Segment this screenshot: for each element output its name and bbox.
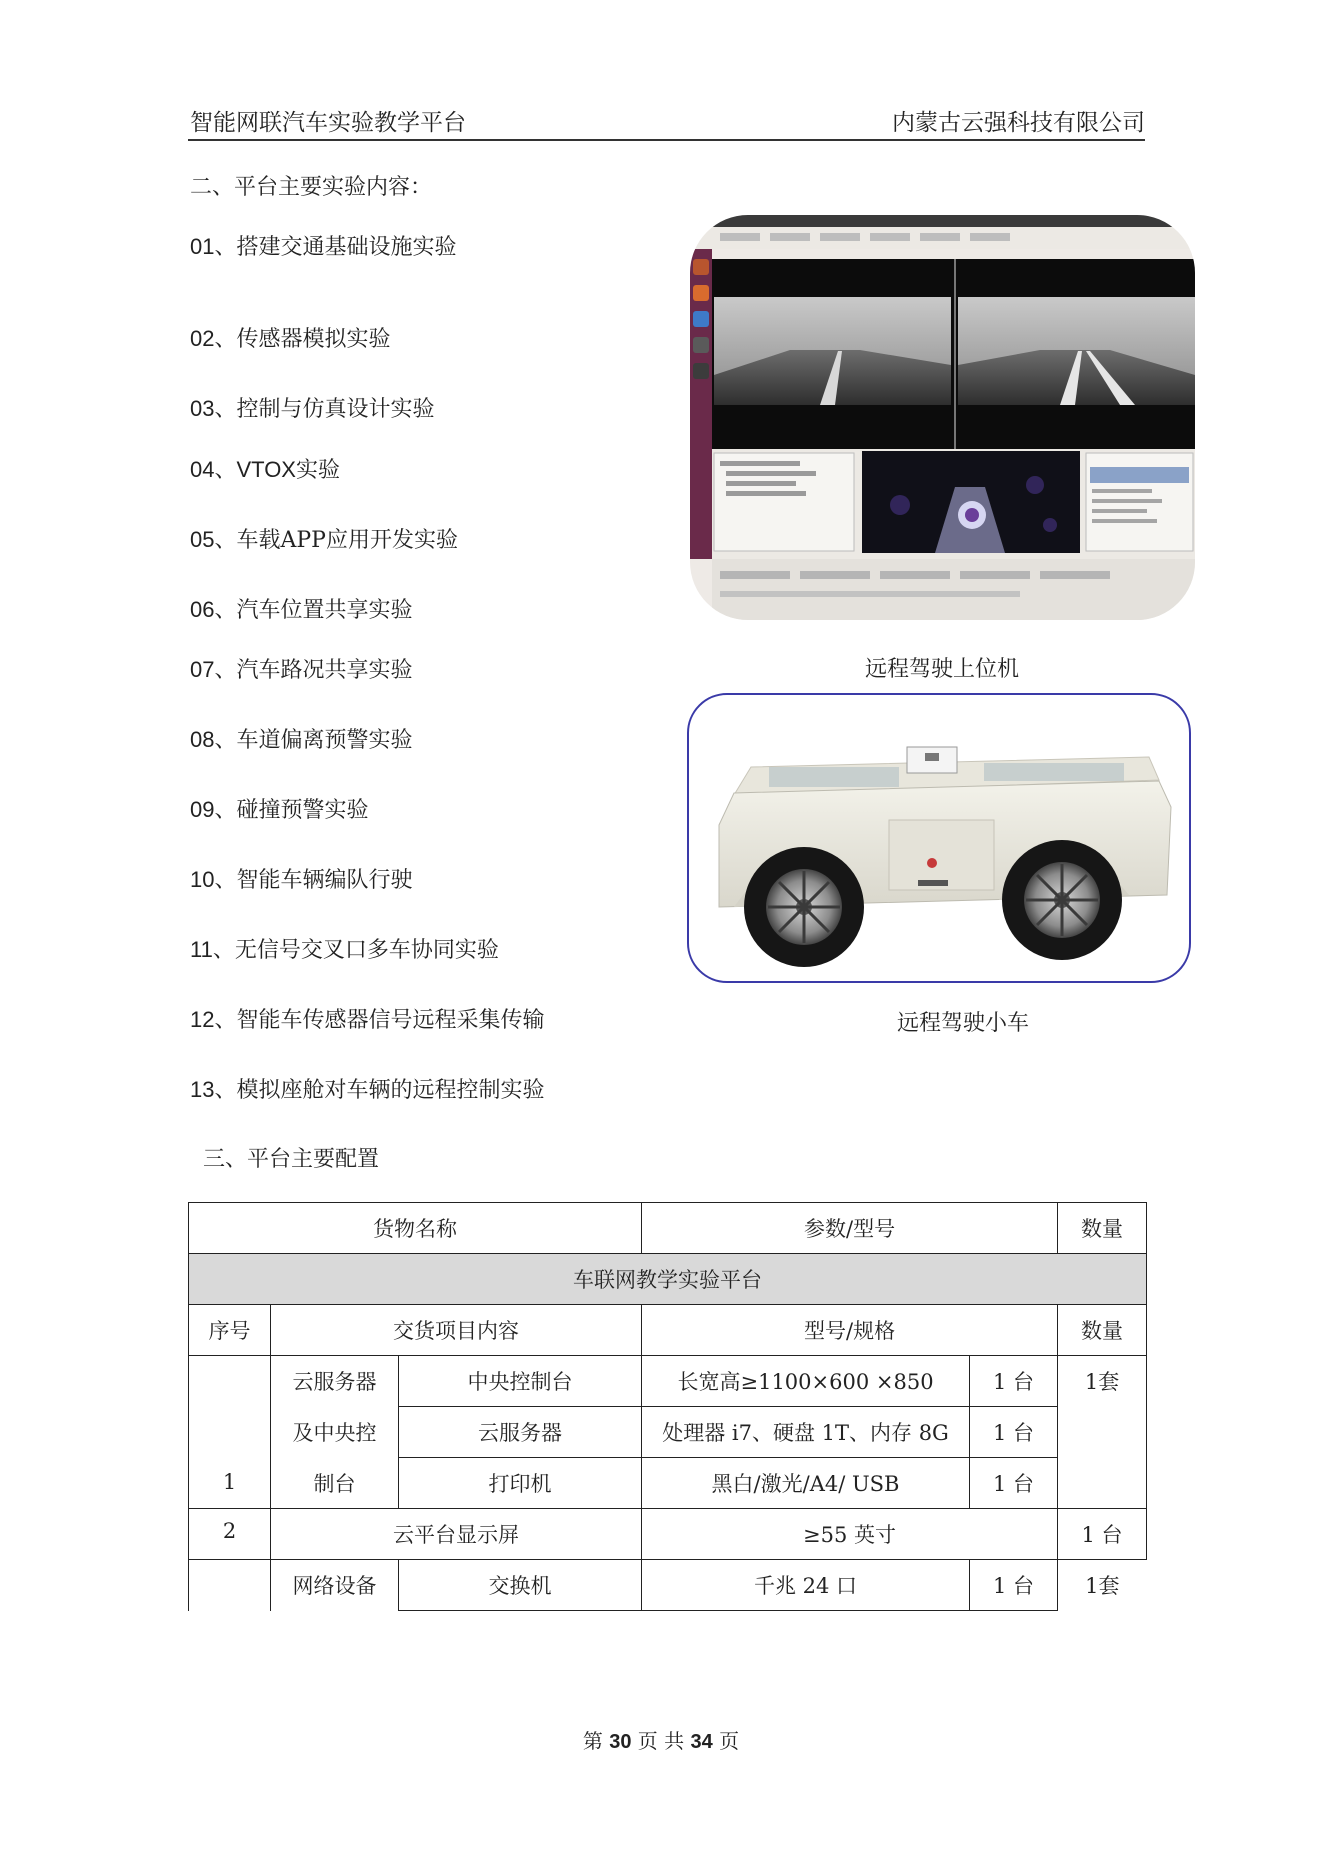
row1-seq: 1 <box>189 1356 271 1509</box>
experiment-item: 03、控制与仿真设计实验 <box>190 396 435 422</box>
row3-qty: 1套 <box>1058 1560 1147 1611</box>
row1-group-line: 及中央控 <box>271 1407 399 1458</box>
row1-group-qty: 1套 <box>1058 1356 1147 1509</box>
section2-heading: 二、平台主要实验内容： <box>190 175 433 200</box>
experiment-item: 07、汽车路况共享实验 <box>190 657 413 683</box>
row2-seq: 2 <box>189 1509 271 1560</box>
col-header-name: 货物名称 <box>189 1203 642 1254</box>
header-divider <box>188 139 1145 141</box>
row3-group: 网络设备 <box>271 1560 399 1611</box>
header-title-left: 智能网联汽车实验教学平台 <box>190 110 466 136</box>
row1-group-line: 云服务器 <box>271 1356 399 1407</box>
row1-unit: 1 台 <box>970 1407 1058 1458</box>
config-table <box>188 1202 1147 1611</box>
experiment-item: 13、模拟座舱对车辆的远程控制实验 <box>190 1077 545 1103</box>
experiment-item: 08、车道偏离预警实验 <box>190 727 413 753</box>
experiment-item: 04、VTOX实验 <box>190 457 340 482</box>
col-header-qty: 数量 <box>1058 1203 1147 1254</box>
experiment-item: 11、无信号交叉口多车协同实验 <box>190 937 499 963</box>
experiment-item: 10、智能车辆编队行驶 <box>190 867 413 893</box>
remote-host-screenshot <box>690 215 1195 620</box>
subheader-qty: 数量 <box>1058 1305 1147 1356</box>
caption-remote-car: 远程驾驶小车 <box>897 1011 1030 1036</box>
row2-spec: ≥55 英寸 <box>642 1509 1058 1560</box>
row2-content: 云平台显示屏 <box>271 1509 642 1560</box>
subheader-content: 交货项目内容 <box>271 1305 642 1356</box>
experiment-item: 02、传感器模拟实验 <box>190 326 391 352</box>
row2-qty: 1 台 <box>1058 1509 1147 1560</box>
col-header-param: 参数/型号 <box>642 1203 1058 1254</box>
page-number: 30 <box>609 1731 632 1753</box>
page-total: 34 <box>690 1731 713 1753</box>
experiment-item: 09、碰撞预警实验 <box>190 797 369 823</box>
row3-item: 交换机 <box>399 1560 642 1611</box>
row1-unit: 1 台 <box>970 1356 1058 1407</box>
page-footer: 第 30 页 共 34 页 <box>582 1729 740 1753</box>
row1-spec: 处理器 i7、硬盘 1T、内存 8G <box>642 1407 970 1458</box>
row1-group-line: 制台 <box>271 1458 399 1509</box>
experiment-item: 01、搭建交通基础设施实验 <box>190 234 457 260</box>
section3-heading: 三、平台主要配置 <box>203 1147 380 1172</box>
remote-car-photo <box>687 693 1191 983</box>
subheader-model: 型号/规格 <box>642 1305 1058 1356</box>
row1-unit: 1 台 <box>970 1458 1058 1509</box>
row1-item: 打印机 <box>399 1458 642 1509</box>
group-title: 车联网教学实验平台 <box>189 1254 1147 1305</box>
row3-spec: 千兆 24 口 <box>642 1560 970 1611</box>
experiment-item: 12、智能车传感器信号远程采集传输 <box>190 1007 545 1033</box>
caption-remote-host: 远程驾驶上位机 <box>865 657 1020 682</box>
header-company: 内蒙古云强科技有限公司 <box>892 110 1145 136</box>
row1-item: 云服务器 <box>399 1407 642 1458</box>
row3-unit: 1 台 <box>970 1560 1058 1611</box>
experiment-item: 05、车载APP应用开发实验 <box>190 527 458 553</box>
subheader-seq: 序号 <box>189 1305 271 1356</box>
experiment-item: 06、汽车位置共享实验 <box>190 597 413 623</box>
row1-spec: 黑白/激光/A4/ USB <box>642 1458 970 1509</box>
row1-item: 中央控制台 <box>399 1356 642 1407</box>
row3-seq <box>189 1560 271 1611</box>
row1-spec: 长宽高≥1100×600 ×850 <box>642 1356 970 1407</box>
